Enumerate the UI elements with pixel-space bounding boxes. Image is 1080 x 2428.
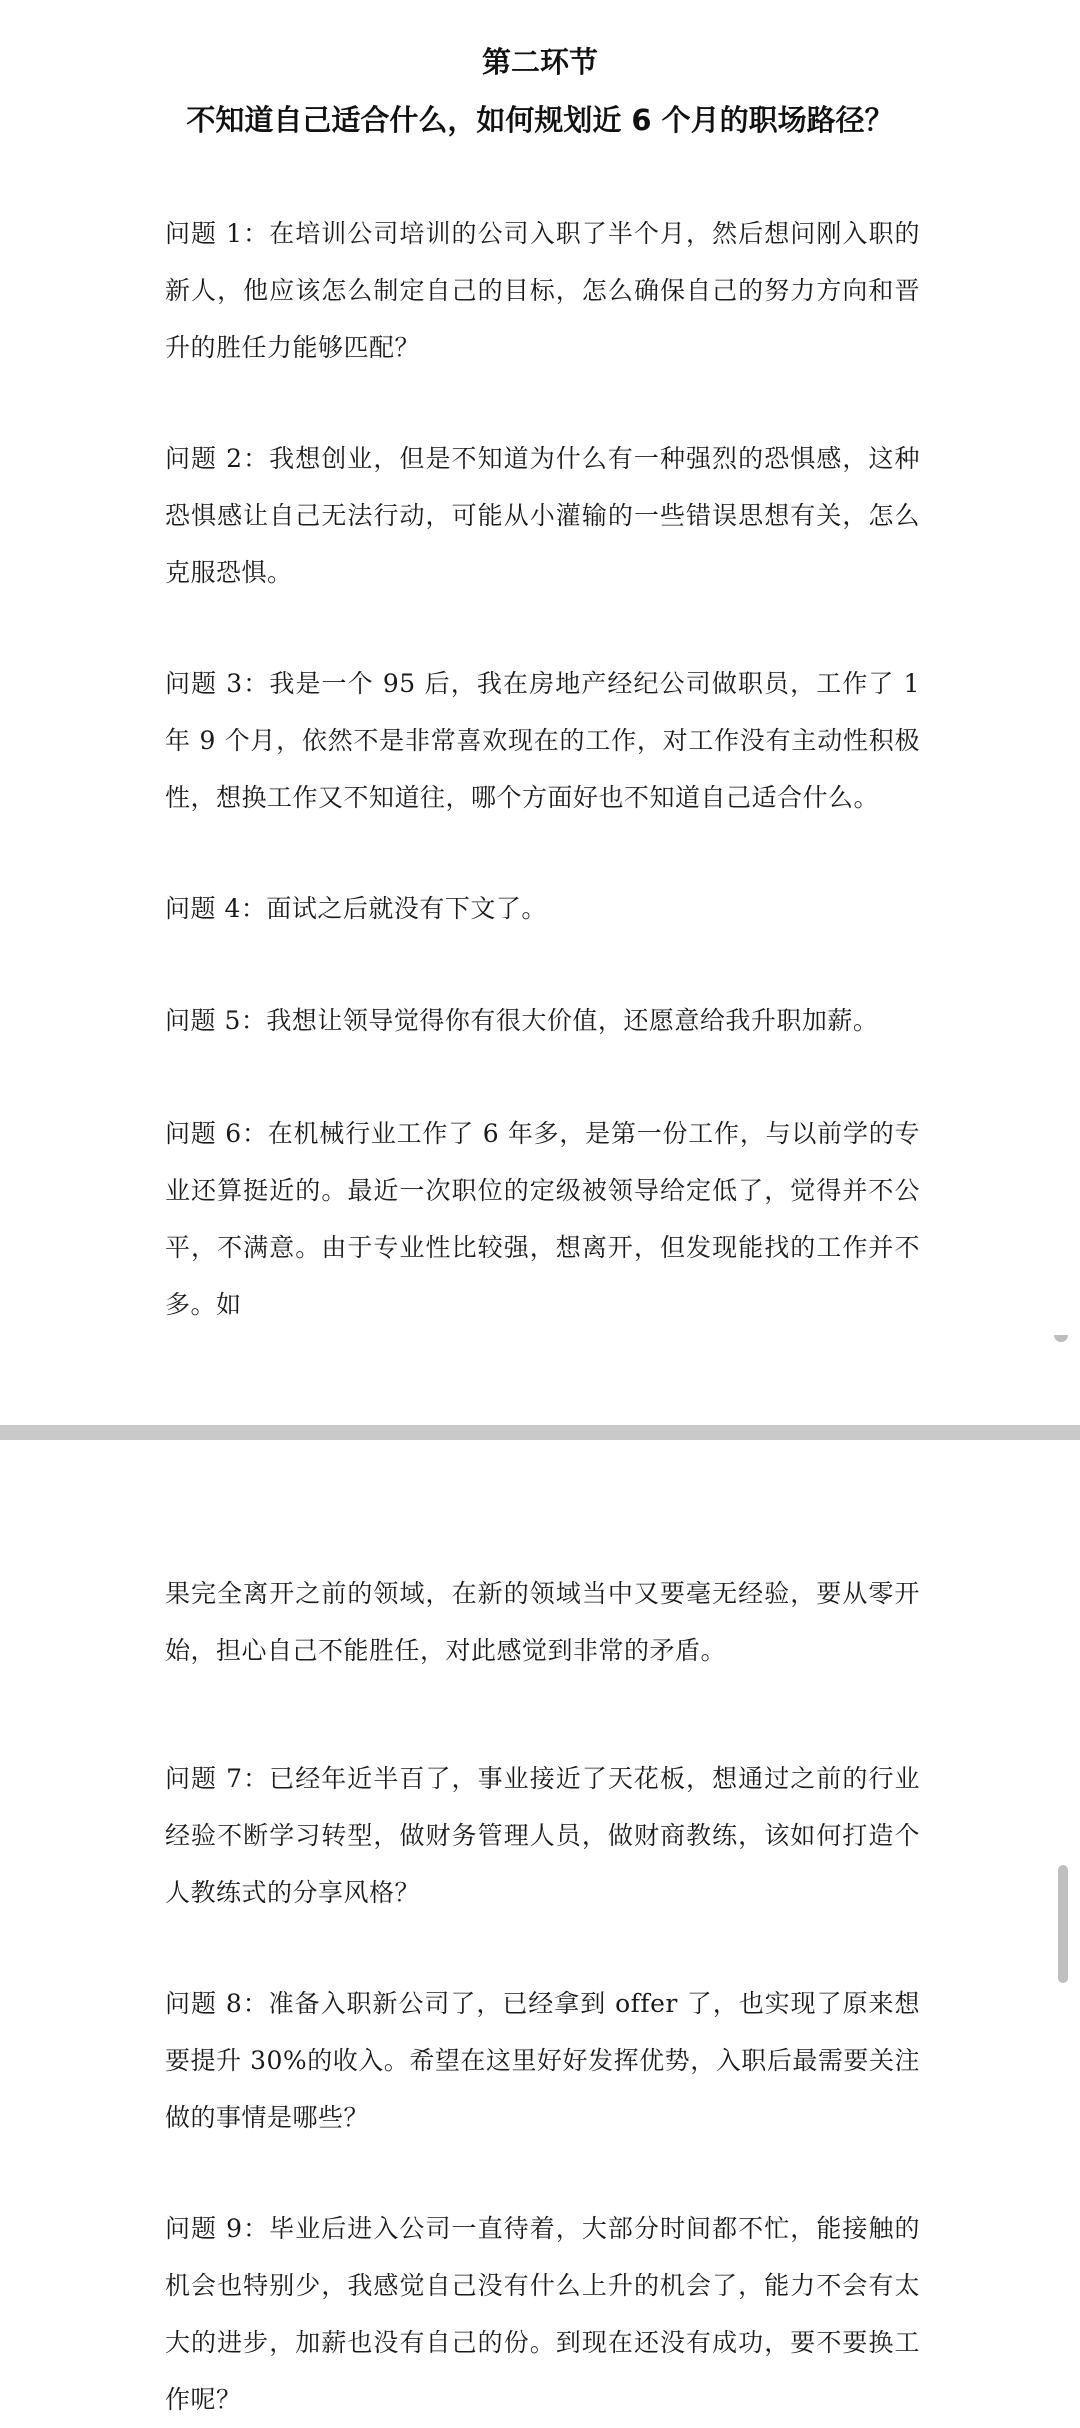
question-9: 问题 9：毕业后进入公司一直待着，大部分时间都不忙，能接触的机会也特别少，我感觉自己没有什么上升的机会了，能力不会有太大的进步，加薪也没有自己的份。到现在还没有成功，要不要换工作呢？ <box>165 2214 920 2414</box>
scrollbar-thumb[interactable] <box>1058 1865 1068 1983</box>
question-7: 问题 7：已经年近半百了，事业接近了天花板，想通过之前的行业经验不断学习转型，做财务管理人员，做财商教练，该如何打造个人教练式的分享风格？ <box>165 1764 920 1907</box>
page-separator <box>0 1425 1080 1440</box>
section-title: 第二环节 <box>481 45 598 79</box>
question-8: 问题 8：准备入职新公司了，已经拿到 offer 了，也实现了原来想要提升 30%的收入。希望在这里好好发挥优势，入职后最需要关注做的事情是哪些？ <box>165 1989 920 2132</box>
document-page-2 <box>0 1440 1080 2414</box>
question-2: 问题 2：我想创业，但是不知道为什么有一种强烈的恐惧感，这种恐惧感让自己无法行动，可能从小灌输的一些错误思想有关，怎么克服恐惧。 <box>165 444 920 587</box>
question-1: 问题 1：在培训公司培训的公司入职了半个月，然后想问刚入职的新人，他应该怎么制定自己的目标，怎么确保自己的努力方向和晋升的胜任力能够匹配？ <box>165 219 920 362</box>
question-5: 问题 5：我想让领导觉得你有很大价值，还愿意给我升职加薪。 <box>165 1006 879 1035</box>
page-scroll-indicator <box>1054 1335 1068 1342</box>
question-6-continued: 果完全离开之前的领域，在新的领域当中又要毫无经验，要从零开始，担心自己不能胜任，对此感觉到非常的矛盾。 <box>165 1579 920 1665</box>
question-6: 问题 6：在机械行业工作了 6 年多，是第一份工作，与以前学的专业还算挺近的。最近一次职位的定级被领导给定低了，觉得并不公平，不满意。由于专业性比较强，想离开，但发现能找的工作并不多。如 <box>165 1119 920 1319</box>
question-3: 问题 3：我是一个 95 后，我在房地产经纪公司做职员，工作了 1 年 9 个月，依然不是非常喜欢现在的工作，对工作没有主动性积极性，想换工作又不知道往，哪个方面好也不知道自己适合什么。 <box>165 669 920 812</box>
section-subtitle: 不知道自己适合什么，如何规划近 6 个月的职场路径？ <box>186 103 894 137</box>
question-4: 问题 4：面试之后就没有下文了。 <box>165 894 547 923</box>
